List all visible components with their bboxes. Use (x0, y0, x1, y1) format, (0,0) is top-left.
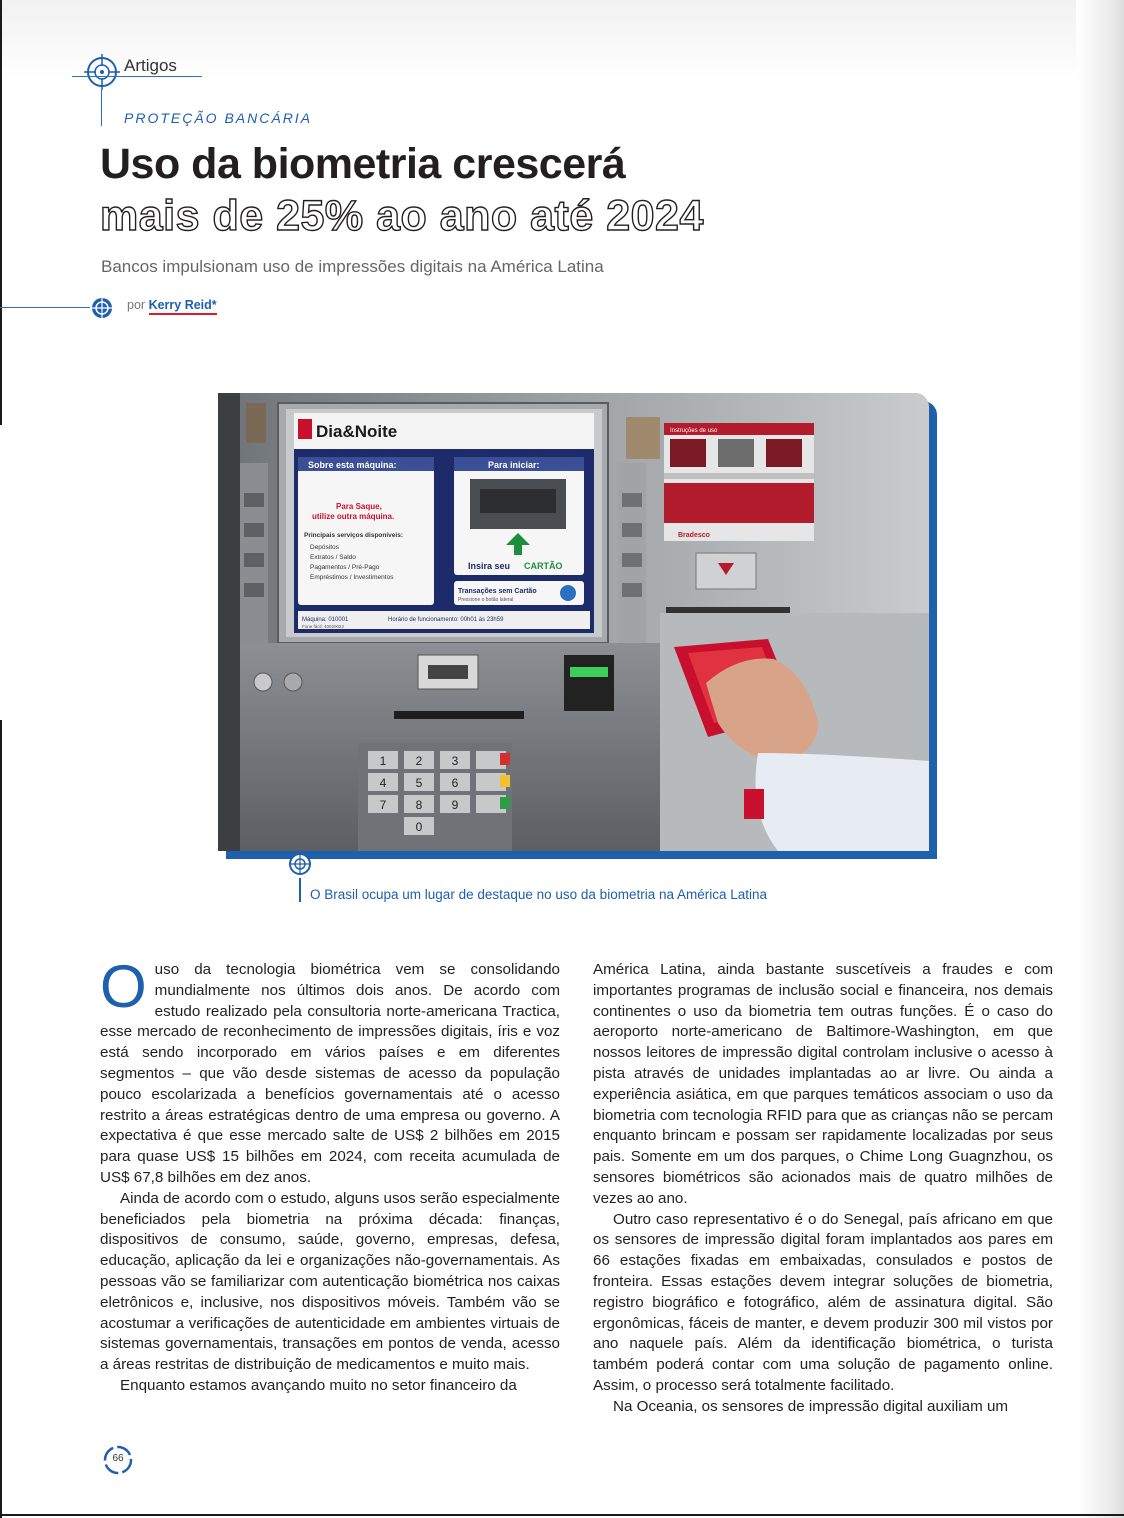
paragraph (100, 953, 560, 1189)
headline-line-2: mais de 25% ao ano até 2024 (100, 192, 704, 240)
section-label: Artigos (124, 56, 177, 75)
author-name: Kerry Reid* (149, 298, 217, 315)
section-rule-vertical (101, 90, 102, 126)
paragraph: América Latina, ainda bastante suscetíveis a fraudes e com importantes programas de inclusão social e financeira, nos demais continentes o uso da biometria tem outras funções. É o caso do aeroporto norte-americano de Baltimore-Washington, em que nossos leitores de impressão digital controlam inclusive o acesso à pista através de unidades implantadas ao ar livre. Ou ainda a experiência asiática, em que parques temáticos associam o uso da biometria com tecnologia RFID para que as crianças não se percam enquanto brincam e possam ser rapidamente localizadas por seus pais. Somente em um dos parques, o Chime Long Guagnzhou, os sensores biométricos são acionados mais de quatro milhões de vezes ao ano. (593, 961, 1053, 1207)
machine-id: Máquina: 010001 (302, 617, 349, 623)
article-column-right (593, 960, 1053, 1418)
page-number: 66 (112, 1453, 124, 1464)
byline-rule (0, 307, 90, 308)
paragraph-text: uso da tecnologia biométrica vem se consolidando mundialmente nos últimos dois anos. De acordo com estudo realizado pela consultoria norte-americana Tractica, esse mercado de reconhecimento de impressões digitais, íris e voz está sendo incorporado em vários países e em diferentes segmentos – que vão desde sistemas de acesso da população pouco escolarizada a benefícios governamentais até o acesso restrito a áreas estratégicas dentro de uma empresa ou governo. A expectativa é que esse mercado salte de US$ 2 bilhões em 2015 para quase US$ 15 bilhões em 2024, com receita acumulada de US$ 67,8 bilhões em dez anos. (100, 961, 560, 1186)
paragraph: Ainda de acordo com o estudo, alguns usos serão especialmente beneficiados pela biometria na próxima década: finanças, dispositivos de consumo, saúde, governo, empresas, defesa, educação, aplicação da lei e organizações não-governamentais. As pessoas vão se familiarizar com autenticação biométrica nos caixas eletrônicos e, inclusive, nos dispositivos móveis. Também vão se acostumar a verificações de autenticidade em ambientes virtuais de sistemas governamentais, transações em pontos de venda, acesso a áreas restritas de distribuição de medicamentos e muito mais. (100, 1189, 560, 1374)
keypad-key: 6 (451, 776, 459, 790)
keypad-key: 2 (415, 754, 423, 768)
side-brand: Bradesco (678, 532, 710, 539)
service-item: Extratos / Saldo (310, 554, 356, 561)
service-item: Empréstimos / Investimentos (310, 574, 394, 581)
hours: Horário de funcionamento: 00h01 às 23h59 (388, 617, 504, 623)
left-page-rule-lower (0, 720, 2, 1518)
atm-photo (218, 393, 929, 851)
left-page-rule (0, 0, 2, 425)
paragraph: Enquanto estamos avançando muito no setor financeiro da (120, 1376, 517, 1394)
keypad-key: 1 (379, 754, 387, 768)
service-item: Depósitos (310, 544, 339, 551)
cardless-sub: Pressione o botão lateral (458, 597, 514, 603)
keypad-key: 3 (451, 754, 459, 768)
article-photo (218, 393, 937, 859)
photo-caption: O Brasil ocupa um lugar de destaque no uso da biometria na América Latina (310, 887, 768, 902)
right-panel-title: Para iniciar: (488, 460, 540, 470)
article-column-left (100, 953, 560, 1397)
keypad-key: 8 (415, 798, 423, 812)
caption-bar (299, 878, 301, 902)
bottom-page-rule (0, 1514, 1124, 1516)
headline-line-1: Uso da biometria crescerá (100, 140, 626, 188)
alert-line-1: Para Saque, (336, 502, 382, 511)
paragraph: Na Oceania, os sensores de impressão digital auxiliam um (613, 1397, 1009, 1415)
drop-cap: O (100, 953, 147, 1020)
kicker: PROTEÇÃO BANCÁRIA (124, 110, 313, 126)
page-edge-shadow (1076, 0, 1124, 1518)
crosshair-icon (90, 296, 114, 320)
crosshair-icon (288, 852, 312, 876)
keypad-key: 4 (379, 776, 387, 790)
paragraph: Outro caso representativo é o do Senegal, país africano em que os sensores de impressão digital foram implantados aos pares em 66 estações fixadas em embaixadas, consulados e postos de fronteira. Essas estações devem integrar soluções de biometria, registro biográfico e fotográfico, além de assinatura digital. São ergonômicas, fáceis de manter, e devem produzir 300 mil vistos por ano naquele país. Além da identificação biométrica, o turista também poderá contar com uma solução de pagamento online. Assim, o processo será totalmente facilitado. (593, 1210, 1053, 1394)
phone: Fone fácil: 40020022 (302, 624, 345, 629)
crosshair-icon (82, 52, 122, 92)
byline-prefix: por (127, 298, 146, 312)
screen-brand: Dia&Noite (316, 422, 398, 441)
page-number-badge (103, 1445, 133, 1475)
keypad-key: 0 (415, 820, 423, 834)
cardless-title: Transações sem Cartão (458, 588, 537, 595)
keypad-key: 7 (379, 798, 387, 812)
section-rule (72, 76, 202, 77)
insert-card-highlight: CARTÃO (524, 561, 563, 571)
byline (127, 298, 217, 312)
side-panel-title: Instruções de uso (670, 428, 718, 434)
left-panel-title: Sobre esta máquina: (308, 460, 397, 470)
keypad-key: 9 (451, 798, 459, 812)
services-title: Principais serviços disponíveis: (304, 532, 403, 539)
keypad-key: 5 (415, 776, 423, 790)
atm-illustration (218, 393, 929, 851)
service-item: Pagamentos / Pré-Pago (310, 564, 380, 571)
subtitle: Bancos impulsionam uso de impressões digitais na América Latina (101, 257, 604, 276)
insert-card-prefix: Insira seu (468, 561, 511, 571)
alert-line-2: utilize outra máquina. (312, 512, 395, 521)
